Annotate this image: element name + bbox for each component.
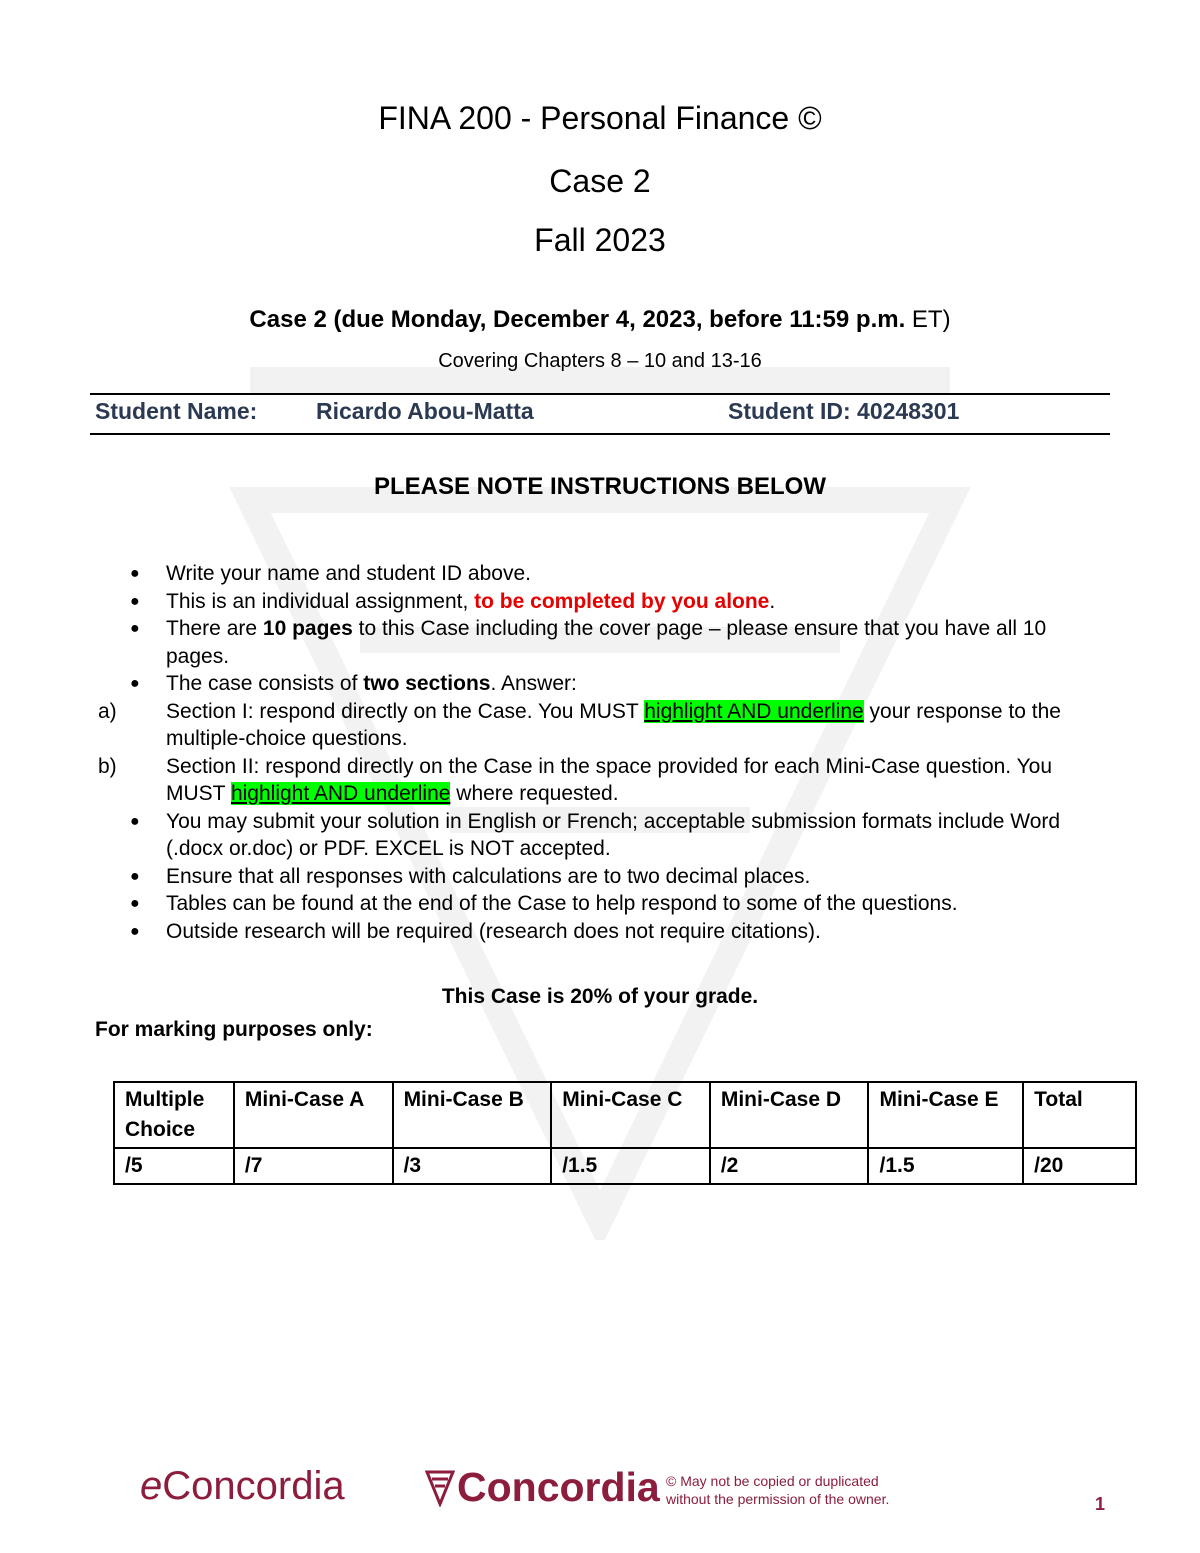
marks-header-cell: Mini-Case A <box>234 1082 393 1148</box>
marks-header-cell: Mini-Case C <box>551 1082 710 1148</box>
list-item: ● Tables can be found at the end of the Case to help respond to some of the questions. <box>128 890 1108 918</box>
due-date-line <box>0 306 1200 334</box>
bullet-icon: ● <box>130 812 140 830</box>
marks-score-row <box>114 1148 1136 1184</box>
marks-score-cell: /5 <box>114 1148 234 1184</box>
due-date-bold: Case 2 (due Monday, December 4, 2023, before 11:59 p.m. <box>249 306 906 333</box>
bullet-icon: ● <box>130 592 140 610</box>
concordia-logo <box>425 1464 660 1511</box>
concordia-shield-icon <box>425 1469 455 1507</box>
marks-header-cell: Mini-Case D <box>710 1082 869 1148</box>
student-name-value: Ricardo Abou-Matta <box>316 398 534 424</box>
marks-header-cell: Mini-Case E <box>868 1082 1023 1148</box>
list-item: ● You may submit your solution in English or French; acceptable submission formats include Word (.docx or.doc) or PDF. EXCEL is NOT accepted. <box>130 809 1061 860</box>
list-item-section-1: a) Section I: respond directly on the Case. You MUST highlight AND underline your response to the multiple-choice questions. <box>98 699 1061 750</box>
course-title: FINA 200 - Personal Finance © <box>378 100 822 136</box>
page-number: 1 <box>1095 1494 1106 1514</box>
list-item-section-2: b) Section II: respond directly on the Case in the space provided for each Mini-Case question. You MUST highlight AND underline where requested. <box>98 754 1053 805</box>
student-name-label: Student Name: <box>95 398 258 424</box>
marks-header-row <box>114 1082 1136 1148</box>
student-id-value: 40248301 <box>857 398 960 424</box>
student-id-label: Student ID: <box>728 398 851 424</box>
list-marker-a: a) <box>98 699 117 723</box>
marks-score-cell: /7 <box>234 1148 393 1184</box>
divider-bottom <box>90 433 1110 435</box>
list-item: ● Outside research will be required (research does not require citations). <box>128 918 1108 946</box>
bullet-icon: ● <box>130 620 140 637</box>
highlight-text: highlight AND underline <box>230 782 451 805</box>
case-label: Case 2 <box>549 163 651 199</box>
marks-header-cell: Total <box>1023 1082 1136 1148</box>
marks-score-cell: /20 <box>1023 1148 1136 1184</box>
list-item: ● Write your name and student ID above. <box>128 560 1108 588</box>
due-date-tail: ET) <box>905 306 951 333</box>
bullet-icon: ● <box>130 895 140 912</box>
marks-score-cell: /2 <box>710 1148 869 1184</box>
bullet-icon: ● <box>130 675 140 692</box>
marks-table <box>113 1081 1137 1185</box>
econcordia-logo-text: Concordia <box>162 1464 345 1508</box>
list-item: ● Ensure that all responses with calculations are to two decimal places. <box>128 863 1108 891</box>
chapters-covered: Covering Chapters 8 – 10 and 13-16 <box>438 350 762 372</box>
marking-label: For marking purposes only: <box>95 1018 373 1041</box>
concordia-logo-text: Concordia <box>457 1464 660 1510</box>
list-item: ● There are 10 pages to this Case including the cover page – please ensure that you have all 10 pages. <box>130 617 1047 668</box>
list-item: ● This is an individual assignment, to be completed by you alone. <box>128 588 1108 616</box>
econcordia-logo <box>140 1464 345 1509</box>
divider-top <box>90 393 1110 395</box>
list-item: ● The case consists of two sections. Answer: <box>128 670 1108 698</box>
grade-weight-note: This Case is 20% of your grade. <box>441 985 759 1008</box>
alone-warning: to be completed by you alone <box>474 589 770 613</box>
list-marker-b: b) <box>98 754 117 778</box>
marks-score-cell: /1.5 <box>551 1148 710 1184</box>
marks-header-cell: Mini-Case B <box>393 1082 552 1148</box>
bullet-icon: ● <box>130 565 140 582</box>
term-label: Fall 2023 <box>534 222 666 258</box>
bullet-icon: ● <box>130 867 140 885</box>
instructions-list <box>98 560 1108 945</box>
copyright-notice: © May not be copied or duplicated without the permission of the owner. <box>666 1473 890 1507</box>
econcordia-logo-e: e <box>140 1464 163 1508</box>
marks-header-cell: Multiple Choice <box>114 1082 234 1148</box>
marks-score-cell: /3 <box>393 1148 552 1184</box>
bullet-icon: ● <box>130 922 140 940</box>
marks-score-cell: /1.5 <box>868 1148 1023 1184</box>
highlight-text: highlight AND underline <box>644 699 864 723</box>
student-id <box>728 398 959 425</box>
instructions-heading: PLEASE NOTE INSTRUCTIONS BELOW <box>373 473 826 500</box>
